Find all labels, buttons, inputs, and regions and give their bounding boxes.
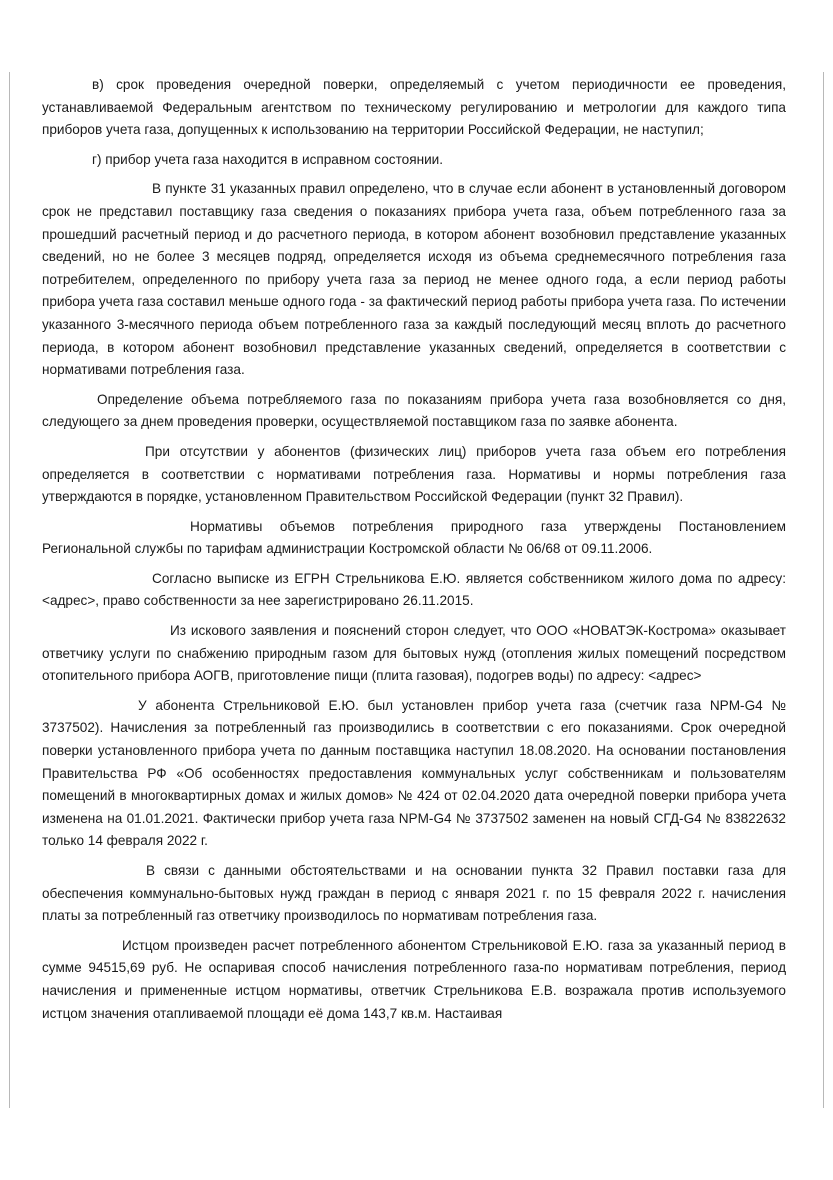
- document-body: [42, 74, 786, 1032]
- paragraph: В пункте 31 указанных правил определено, что в случае если абонент в установленный договором срок не представил поставщику газа сведения о показаниях прибора учета газа, объем потребленного газа за прошедший расчетный период и до расчетного периода, в котором абонент возобновил представление указанных сведений, но не более 3 месяцев подряд, определяется исходя из объема среднемесячного потребления газа потребителем, определенного по прибору учета газа за период не менее одного года, а если период работы прибора учета газа составил меньше одного года - за фактический период работы прибора учета газа. По истечении указанного 3-месячного периода объем потребленного газа за каждый последующий месяц вплоть до расчетного периода, в котором абонент возобновил представление указанных сведений, определяется в соответствии с нормативами потребления газа.: [42, 181, 786, 378]
- paragraph: г) прибор учета газа находится в исправном состоянии.: [92, 151, 444, 167]
- paragraph: В связи с данными обстоятельствами и на основании пункта 32 Правил поставки газа для обеспечения коммунально-бытовых нужд граждан в период с января 2021 г. по 15 февраля 2022 г. начисления платы за потребленный газ ответчику производилось по нормативам потребления газа.: [42, 863, 786, 924]
- paragraph: Истцом произведен расчет потребленного абонентом Стрельниковой Е.Ю. газа за указанный период в сумме 94515,69 руб. Не оспаривая способ начисления потребленного газа-по нормативам потребления, период начисления и примененные истцом нормативы, ответчик Стрельникова Е.В. возражала против используемого истцом значения отапливаемой площади её дома 143,7 кв.м. Настаивая: [42, 937, 786, 1021]
- paragraph: в) срок проведения очередной поверки, определяемый с учетом периодичности ее проведения, устанавливаемой Федеральным агентством по техническому регулированию и метрологии для каждого типа приборов учета газа, допущенных к использованию на территории Российской Федерации, не наступил;: [42, 77, 786, 138]
- paragraph: Согласно выписке из ЕГРН Стрельникова Е.Ю. является собственником жилого дома по адресу: <адрес>, право собственности за нее зарегистрировано 26.11.2015.: [42, 570, 786, 609]
- paragraph: Из искового заявления и пояснений сторон следует, что ООО «НОВАТЭК-Кострома» оказывает ответчику услуги по снабжению природным газом для бытовых нужд (отопления жилых помещений посредством отопительного прибора АОГВ, приготовление пищи (плита газовая), подогрев воды) по адресу: <адрес>: [42, 623, 786, 684]
- paragraph: При отсутствии у абонентов (физических лиц) приборов учета газа объем его потребления определяется в соответствии с нормативами потребления газа. Нормативы и нормы потребления газа утверждаются в порядке, установленном Правительством Российской Федерации (пункт 32 Правил).: [42, 443, 786, 505]
- paragraph: Нормативы объемов потребления природного газа утверждены Постановлением Региональной службы по тарифам администрации Костромской области № 06/68 от 09.11.2006.: [42, 518, 786, 557]
- page-left-border: [9, 72, 10, 1108]
- page-right-border: [823, 72, 824, 1108]
- paragraph: Определение объема потребляемого газа по показаниям прибора учета газа возобновляется со дня, следующего за днем проведения проверки, осуществляемой поставщиком газа по заявке абонента.: [42, 391, 786, 430]
- paragraph: У абонента Стрельниковой Е.Ю. был установлен прибор учета газа (счетчик газа NPM-G4 № 3737502). Начисления за потребленный газ производились в соответствии с его показаниями. Срок очередной поверки установленного прибора учета по данным поставщика наступил 18.08.2020. На основании постановления Правительства РФ «Об особенностях предоставления коммунальных услуг собственникам и пользователям помещений в многоквартирных домах и жилых домов» № 424 от 02.04.2020 дата очередной поверки прибора учета изменена на 01.01.2021. Фактически прибор учета газа NPM-G4 № 3737502 заменен на новый СГД-G4 № 83822632 только 14 февраля 2022 г.: [42, 697, 786, 849]
